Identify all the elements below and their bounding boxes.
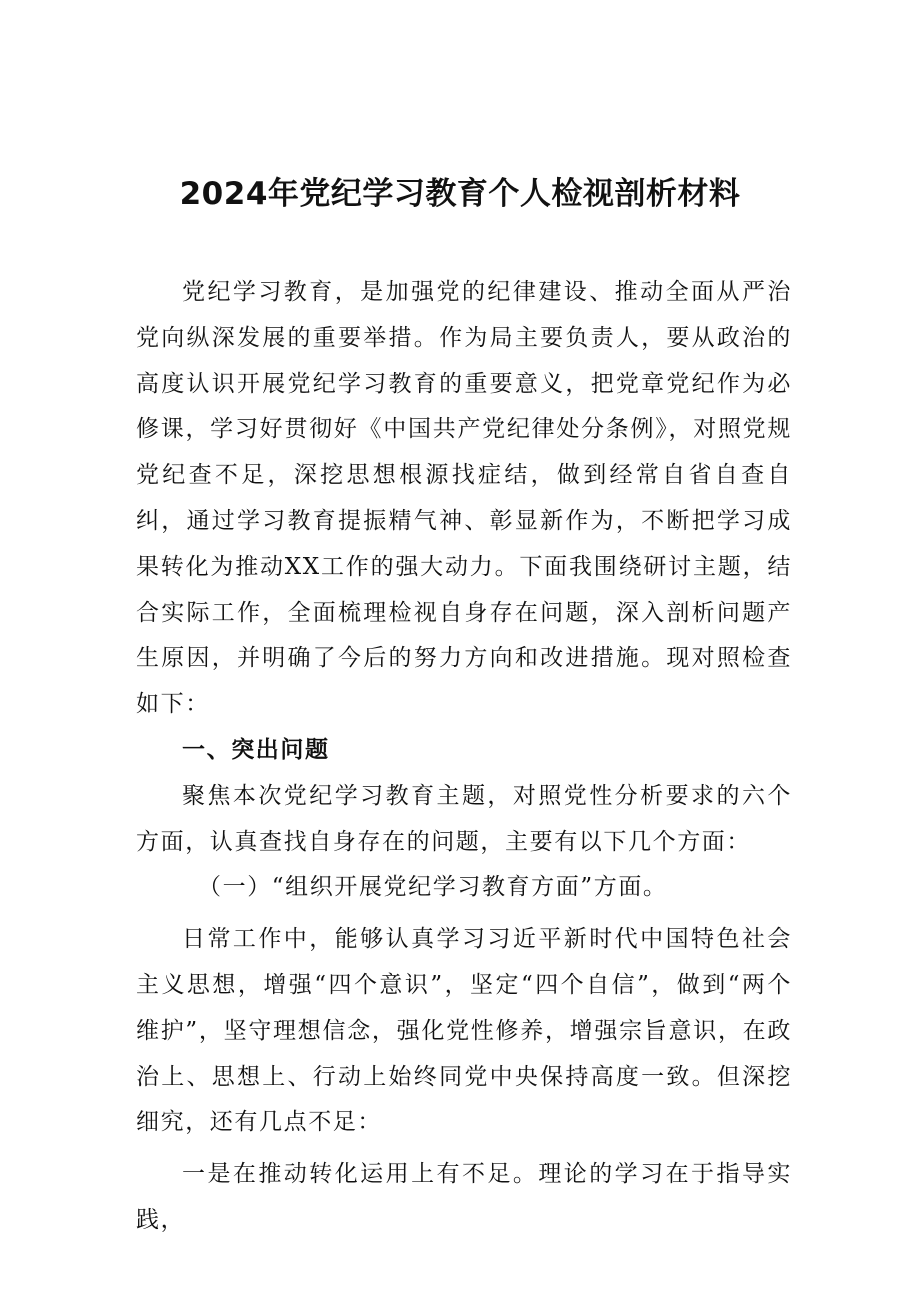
document-title: 2024年党纪学习教育个人检视剖析材料 xyxy=(179,176,741,212)
document-body xyxy=(136,270,792,1244)
subsection-heading-1: （一）“组织开展党纪学习教育方面”方面。 xyxy=(198,874,668,901)
subsection-paragraph: 日常工作中，能够认真学习习近平新时代中国特色社会主义思想，增强“四个意识”，坚定“四个自信”，做到“两个维护”，坚守理想信念，强化党性修养，增强宗旨意识，在政治上、思想上、行动上始终同党中央保持高度一致。但深挖细究，还有几点不足： xyxy=(136,926,792,1136)
intro-paragraph: 党纪学习教育，是加强党的纪律建设、推动全面从严治党向纵深发展的重要举措。作为局主要负责人，要从政治的高度认识开展党纪学习教育的重要意义，把党章党纪作为必修课，学习好贯彻好《中国共产党纪律处分条例》，对照党规党纪查不足，深挖思想根源找症结，做到经常自省自查自纠，通过学习教育提振精气神、彰显新作为，不断把学习成果转化为推动XX工作的强大动力。下面我围绕研讨主题，结合实际工作，全面梳理检视自身存在问题，深入剖析问题产生原因，并明确了今后的努力方向和改进措施。现对照检查如下： xyxy=(136,279,792,718)
section-intro-paragraph: 聚焦本次党纪学习教育主题，对照党性分析要求的六个方面，认真查找自身存在的问题，主要有以下几个方面： xyxy=(136,782,792,855)
point-one-paragraph: 一是在推动转化运用上有不足。理论的学习在于指导实践， xyxy=(136,1161,792,1233)
section-heading-1: 一、突出问题 xyxy=(182,736,330,763)
